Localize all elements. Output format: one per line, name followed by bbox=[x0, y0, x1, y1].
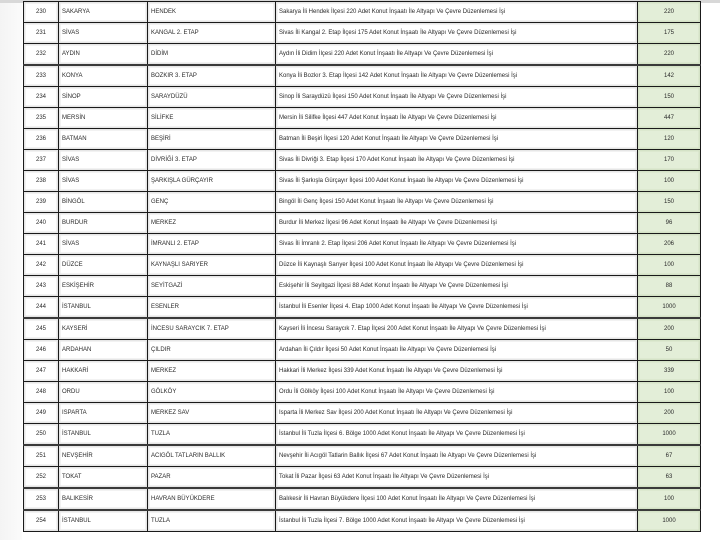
table-row bbox=[24, 192, 701, 213]
quantity-cell: 1000 bbox=[638, 424, 701, 446]
row-number-cell: 232 bbox=[24, 44, 59, 66]
province-cell: SİNOP bbox=[59, 87, 148, 108]
district-cell: KAYNAŞLI SARIYER bbox=[148, 255, 276, 276]
quantity-cell: 100 bbox=[638, 171, 701, 192]
province-cell: DÜZCE bbox=[59, 255, 148, 276]
row-number-cell: 247 bbox=[24, 361, 59, 382]
table-row bbox=[24, 488, 701, 510]
description-cell: Burdur İli Merkez İlçesi 96 Adet Konut İnşaatı İle Altyapı Ve Çevre Düzenlemesi İşi bbox=[276, 213, 638, 234]
district-cell: PAZAR bbox=[148, 467, 276, 489]
quantity-cell: 220 bbox=[638, 44, 701, 66]
row-number-cell: 246 bbox=[24, 340, 59, 361]
table-row bbox=[24, 150, 701, 171]
quantity-cell: 120 bbox=[638, 129, 701, 150]
description-cell: Düzce İli Kaynaşlı Sarıyer İlçesi 100 Adet Konut İnşaatı İle Altyapı Ve Çevre Düzenlemesi İşi bbox=[276, 255, 638, 276]
description-cell: Sivas İli İmranlı 2. Etap İlçesi 206 Adet Konut İnşaatı İle Altyapı Ve Çevre Düzenlemesi İşi bbox=[276, 234, 638, 255]
province-cell: BİNGÖL bbox=[59, 192, 148, 213]
province-cell: SİVAS bbox=[59, 234, 148, 255]
province-cell: BATMAN bbox=[59, 129, 148, 150]
table-row bbox=[24, 87, 701, 108]
description-cell: Aydın İli Didim İlçesi 220 Adet Konut İnşaatı İle Altyapı Ve Çevre Düzenlemesi İşi bbox=[276, 44, 638, 66]
province-cell: KAYSERİ bbox=[59, 318, 148, 340]
quantity-cell: 63 bbox=[638, 467, 701, 489]
table-row bbox=[24, 44, 701, 66]
quantity-cell: 200 bbox=[638, 318, 701, 340]
row-number-cell: 254 bbox=[24, 510, 59, 532]
district-cell: İMRANLI 2. ETAP bbox=[148, 234, 276, 255]
quantity-cell: 175 bbox=[638, 23, 701, 44]
district-cell: SARAYDÜZÜ bbox=[148, 87, 276, 108]
district-cell: ESENLER bbox=[148, 297, 276, 319]
district-cell: HAVRAN BÜYÜKDERE bbox=[148, 488, 276, 510]
province-cell: İSTANBUL bbox=[59, 297, 148, 319]
province-cell: İSTANBUL bbox=[59, 424, 148, 446]
table-row bbox=[24, 276, 701, 297]
description-cell: İstanbul İli Tuzla İlçesi 6. Bölge 1000 Adet Konut İnşaatı İle Altyapı Ve Çevre Düzenlemesi İşi bbox=[276, 424, 638, 446]
district-cell: MERKEZ bbox=[148, 361, 276, 382]
table-row bbox=[24, 255, 701, 276]
province-cell: ESKİŞEHİR bbox=[59, 276, 148, 297]
page-margin bbox=[0, 0, 22, 540]
row-number-cell: 243 bbox=[24, 276, 59, 297]
row-number-cell: 236 bbox=[24, 129, 59, 150]
quantity-cell: 88 bbox=[638, 276, 701, 297]
province-cell: MERSİN bbox=[59, 108, 148, 129]
table-row bbox=[24, 171, 701, 192]
description-cell: Konya İli Bozkır 3. Etap İlçesi 142 Adet Konut İnşaatı İle Altyapı Ve Çevre Düzenlemesi İşi bbox=[276, 65, 638, 87]
quantity-cell: 447 bbox=[638, 108, 701, 129]
table-row bbox=[24, 23, 701, 44]
table-row bbox=[24, 361, 701, 382]
province-cell: NEVŞEHİR bbox=[59, 445, 148, 467]
district-cell: GENÇ bbox=[148, 192, 276, 213]
quantity-cell: 100 bbox=[638, 382, 701, 403]
table-row bbox=[24, 234, 701, 255]
quantity-cell: 150 bbox=[638, 87, 701, 108]
table-row bbox=[24, 2, 701, 23]
province-cell: ARDAHAN bbox=[59, 340, 148, 361]
table-body bbox=[24, 2, 701, 532]
quantity-cell: 1000 bbox=[638, 297, 701, 319]
province-cell: SİVAS bbox=[59, 23, 148, 44]
district-cell: TUZLA bbox=[148, 424, 276, 446]
district-cell: TUZLA bbox=[148, 510, 276, 532]
province-cell: SAKARYA bbox=[59, 2, 148, 23]
row-number-cell: 233 bbox=[24, 65, 59, 87]
table-row bbox=[24, 340, 701, 361]
district-cell: İNCESU SARAYCIK 7. ETAP bbox=[148, 318, 276, 340]
quantity-cell: 200 bbox=[638, 403, 701, 424]
province-cell: BALIKESİR bbox=[59, 488, 148, 510]
row-number-cell: 242 bbox=[24, 255, 59, 276]
quantity-cell: 100 bbox=[638, 488, 701, 510]
table-row bbox=[24, 297, 701, 319]
province-cell: ISPARTA bbox=[59, 403, 148, 424]
table-row bbox=[24, 403, 701, 424]
quantity-cell: 1000 bbox=[638, 510, 701, 532]
quantity-cell: 206 bbox=[638, 234, 701, 255]
row-number-cell: 253 bbox=[24, 488, 59, 510]
description-cell: Tokat İli Pazar İlçesi 63 Adet Konut İnşaatı İle Altyapı Ve Çevre Düzenlemesi İşi bbox=[276, 467, 638, 489]
quantity-cell: 100 bbox=[638, 255, 701, 276]
quantity-cell: 96 bbox=[638, 213, 701, 234]
province-cell: ORDU bbox=[59, 382, 148, 403]
district-cell: GÖLKÖY bbox=[148, 382, 276, 403]
row-number-cell: 235 bbox=[24, 108, 59, 129]
description-cell: Batman İli Beşiri İlçesi 120 Adet Konut İnşaatı İle Altyapı Ve Çevre Düzenlemesi İşi bbox=[276, 129, 638, 150]
row-number-cell: 249 bbox=[24, 403, 59, 424]
row-number-cell: 231 bbox=[24, 23, 59, 44]
table-row bbox=[24, 510, 701, 532]
description-cell: Kayseri İli İncesu Saraycık 7. Etap İlçesi 200 Adet Konut İnşaatı İle Altyapı Ve Çevre Düzenlemesi İşi bbox=[276, 318, 638, 340]
description-cell: Mersin İli Silifke İlçesi 447 Adet Konut İnşaatı İle Altyapı Ve Çevre Düzenlemesi İşi bbox=[276, 108, 638, 129]
row-number-cell: 251 bbox=[24, 445, 59, 467]
row-number-cell: 238 bbox=[24, 171, 59, 192]
table-row bbox=[24, 129, 701, 150]
table-row bbox=[24, 318, 701, 340]
description-cell: Sakarya İli Hendek İlçesi 220 Adet Konut İnşaatı İle Altyapı Ve Çevre Düzenlemesi İşi bbox=[276, 2, 638, 23]
district-cell: SİLİFKE bbox=[148, 108, 276, 129]
district-cell: ÇILDIR bbox=[148, 340, 276, 361]
row-number-cell: 241 bbox=[24, 234, 59, 255]
district-cell: ACIGÖL TATLARIN BALLIK bbox=[148, 445, 276, 467]
province-cell: İSTANBUL bbox=[59, 510, 148, 532]
district-cell: ŞARKIŞLA GÜRÇAYIR bbox=[148, 171, 276, 192]
quantity-cell: 339 bbox=[638, 361, 701, 382]
province-cell: KONYA bbox=[59, 65, 148, 87]
row-number-cell: 230 bbox=[24, 2, 59, 23]
district-cell: KANGAL 2. ETAP bbox=[148, 23, 276, 44]
quantity-cell: 170 bbox=[638, 150, 701, 171]
description-cell: Sivas İli Şarkışla Gürçayır İlçesi 100 Adet Konut İnşaatı İle Altyapı Ve Çevre Düzenlemesi İşi bbox=[276, 171, 638, 192]
row-number-cell: 252 bbox=[24, 467, 59, 489]
quantity-cell: 50 bbox=[638, 340, 701, 361]
table-row bbox=[24, 445, 701, 467]
table-row bbox=[24, 213, 701, 234]
quantity-cell: 220 bbox=[638, 2, 701, 23]
description-cell: Hakkari İli Merkez İlçesi 339 Adet Konut İnşaatı İle Altyapı Ve Çevre Düzenlemesi İşi bbox=[276, 361, 638, 382]
description-cell: Balıkesir İli Havran Büyükdere İlçesi 100 Adet Konut İnşaatı İle Altyapı Ve Çevre Düzenlemesi İşi bbox=[276, 488, 638, 510]
description-cell: Ardahan İli Çıldır İlçesi 50 Adet Konut İnşaatı İle Altyapı Ve Çevre Düzenlemesi İşi bbox=[276, 340, 638, 361]
row-number-cell: 250 bbox=[24, 424, 59, 446]
row-number-cell: 240 bbox=[24, 213, 59, 234]
row-number-cell: 244 bbox=[24, 297, 59, 319]
province-cell: HAKKARİ bbox=[59, 361, 148, 382]
row-number-cell: 245 bbox=[24, 318, 59, 340]
table-row bbox=[24, 424, 701, 446]
description-cell: Sivas İli Kangal 2. Etap İlçesi 175 Adet Konut İnşaatı İle Altyapı Ve Çevre Düzenlemesi İşi bbox=[276, 23, 638, 44]
row-number-cell: 248 bbox=[24, 382, 59, 403]
description-cell: İstanbul İli Esenler İlçesi 4. Etap 1000 Adet Konut İnşaatı İle Altyapı Ve Çevre Düzenlemesi İşi bbox=[276, 297, 638, 319]
province-cell: BURDUR bbox=[59, 213, 148, 234]
description-cell: Sinop İli Saraydüzü İlçesi 150 Adet Konut İnşaatı İle Altyapı Ve Çevre Düzenlemesi İşi bbox=[276, 87, 638, 108]
row-number-cell: 234 bbox=[24, 87, 59, 108]
province-cell: AYDIN bbox=[59, 44, 148, 66]
province-cell: TOKAT bbox=[59, 467, 148, 489]
district-cell: DİVRİĞİ 3. ETAP bbox=[148, 150, 276, 171]
row-number-cell: 237 bbox=[24, 150, 59, 171]
description-cell: Bingöl İli Genç İlçesi 150 Adet Konut İnşaatı İle Altyapı Ve Çevre Düzenlemesi İşi bbox=[276, 192, 638, 213]
district-cell: MERKEZ bbox=[148, 213, 276, 234]
table-row bbox=[24, 382, 701, 403]
description-cell: Isparta İli Merkez Sav İlçesi 200 Adet Konut İnşaatı İle Altyapı Ve Çevre Düzenlemesi İşi bbox=[276, 403, 638, 424]
description-cell: Nevşehir İli Acıgöl Tatlarin Ballık İlçesi 67 Adet Konut İnşaatı İle Altyapı Ve Çevre Düzenlemesi İşi bbox=[276, 445, 638, 467]
housing-projects-table bbox=[23, 1, 701, 532]
district-cell: BEŞİRİ bbox=[148, 129, 276, 150]
table-row bbox=[24, 467, 701, 489]
district-cell: SEYİTGAZİ bbox=[148, 276, 276, 297]
district-cell: HENDEK bbox=[148, 2, 276, 23]
quantity-cell: 67 bbox=[638, 445, 701, 467]
row-number-cell: 239 bbox=[24, 192, 59, 213]
quantity-cell: 150 bbox=[638, 192, 701, 213]
province-cell: SİVAS bbox=[59, 150, 148, 171]
quantity-cell: 142 bbox=[638, 65, 701, 87]
table-row bbox=[24, 108, 701, 129]
description-cell: Eskişehir İli Seyitgazi İlçesi 88 Adet Konut İnşaatı İle Altyapı Ve Çevre Düzenlemesi İşi bbox=[276, 276, 638, 297]
description-cell: Sivas İli Divriği 3. Etap İlçesi 170 Adet Konut İnşaatı İle Altyapı Ve Çevre Düzenlemesi İşi bbox=[276, 150, 638, 171]
description-cell: Ordu İli Gölköy İlçesi 100 Adet Konut İnşaatı İle Altyapı Ve Çevre Düzenlemesi İşi bbox=[276, 382, 638, 403]
district-cell: MERKEZ SAV bbox=[148, 403, 276, 424]
table-row bbox=[24, 65, 701, 87]
district-cell: BOZKIR 3. ETAP bbox=[148, 65, 276, 87]
district-cell: DİDİM bbox=[148, 44, 276, 66]
province-cell: SİVAS bbox=[59, 171, 148, 192]
description-cell: İstanbul İli Tuzla İlçesi 7. Bölge 1000 Adet Konut İnşaatı İle Altyapı Ve Çevre Düzenlemesi İşi bbox=[276, 510, 638, 532]
